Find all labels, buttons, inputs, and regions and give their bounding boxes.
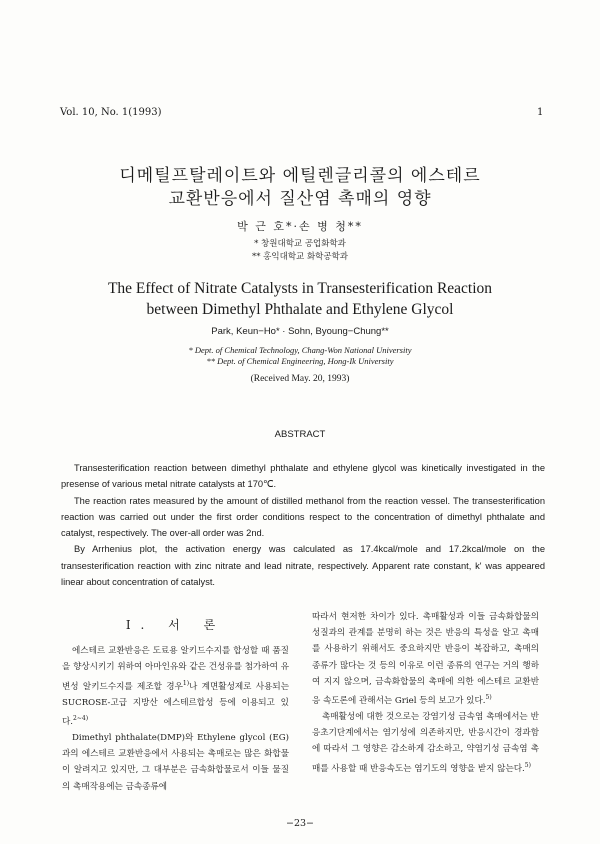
english-affiliation-1: * Dept. of Chemical Technology, Chang-Won National University	[188, 345, 412, 355]
english-affiliation-2: ** Dept. of Chemical Engineering, Hong-Ik University	[206, 356, 394, 366]
english-title-line2: between Dimethyl Phthalate and Ethylene Glycol	[146, 301, 454, 318]
journal-volume: Vol. 10, No. 1(1993)	[60, 107, 162, 118]
left-column	[62, 609, 289, 795]
received-date: (Received May. 20, 1993)	[250, 374, 350, 384]
korean-affiliation-1: * 창원대학교 공업화학과	[254, 239, 346, 249]
korean-affiliations	[0, 238, 600, 264]
citation: 5)	[485, 694, 492, 702]
body-paragraph: Dimethyl phthalate(DMP)와 Ethylene glycol (EG)과의 에스테르 교환반응에서 사용되는 촉매로는 많은 화합물이 알려지고 있지만, 그 대부분은 금속화합물로서 이들 물질의 촉매작용에는 금속종류에	[62, 732, 289, 792]
korean-title	[0, 165, 600, 211]
body-text: 나 계면활성제로 사용되는 SUCROSE-고급 지방산 에스테르합성 등에 이용되고 있다.	[62, 681, 289, 727]
korean-title-line1: 디메틸프탈레이트와 에틸렌글리콜의 에스테르	[119, 166, 481, 186]
english-title	[0, 278, 600, 320]
right-column	[312, 609, 539, 777]
page-footer: −23−	[285, 818, 314, 829]
body-text: 촉매활성에 대한 것으로는 강염기성 금속염 촉매에서는 반응초기단계에서는 염기성에 의존하지만, 반응시간이 경과함에 따라서 그 영향은 감소하게 감소하고, 약염기성 금속염 촉매를 사용할 때 반응속도는 염기도의 영향을 받지 않는다.	[312, 712, 539, 774]
citation: 2~4)	[73, 714, 89, 722]
body-paragraph	[312, 609, 539, 709]
body-text: 따라서 현저한 차이가 있다. 촉매활성과 이들 금속화합물의 성질과의 관계를 분명히 하는 것은 반응의 특성을 알고 촉매를 사용하기 위해서도 중요하지만 반응이 복잡하고, 촉매의 종류가 많다는 것 등의 이유로 이런 종류의 연구는 거의 행하여 지지 않으며, 금속화합물의 촉매에 의한 에스테르 교환반응 속도론에 관해서는 Griel 등의 보고가 있다.	[312, 612, 539, 706]
korean-authors: 박 근 호*·손 병 청**	[237, 220, 363, 233]
citation: 1)	[182, 679, 190, 687]
abstract-paragraph: By Arrhenius plot, the activation energy was calculated as 17.4kcal/mole and 17.2kcal/mole on the transesterification reaction with zinc nitrate and lead nitrate, respectively. Apparent rate constant, k' was appeared linear about concentration of catalyst.	[61, 544, 545, 588]
section-heading: I. 서 론	[125, 618, 226, 632]
body-paragraph	[62, 643, 289, 730]
abstract-heading: ABSTRACT	[274, 429, 326, 440]
korean-title-line2: 교환반응에서 질산염 촉매의 영향	[168, 189, 432, 209]
body-paragraph	[312, 709, 539, 777]
abstract-paragraph: The reaction rates measured by the amount of distilled methanol from the reaction vessel. The transesterification reaction was carried out under the first order conditions respect to the concentration of dimethyl phthalate and catalyst, respectively. The over-all order was 2nd.	[61, 495, 545, 539]
body-text: 에스테르 교환반응은 도료용 알키드수지를 합성할 때 품질을 향상시키기 위하여 아마인유와 같은 건성유를 첨가하여 유변성 알키드수지를 제조할 경우	[62, 646, 289, 692]
citation: 5)	[524, 761, 531, 769]
english-affiliations	[0, 345, 600, 367]
korean-affiliation-2: ** 홍익대학교 화학공학과	[251, 252, 348, 262]
abstract-body	[61, 460, 545, 590]
abstract-paragraph: Transesterification reaction between dimethyl phthalate and ethylene glycol was kinetically investigated in the presense of various metal nitrate catalysts at 170℃.	[61, 463, 545, 490]
english-title-line1: The Effect of Nitrate Catalysts in Transesterification Reaction	[107, 280, 493, 297]
english-authors: Park, Keun−Ho* · Sohn, Byoung−Chung**	[211, 326, 389, 337]
page-number: 1	[537, 107, 544, 118]
